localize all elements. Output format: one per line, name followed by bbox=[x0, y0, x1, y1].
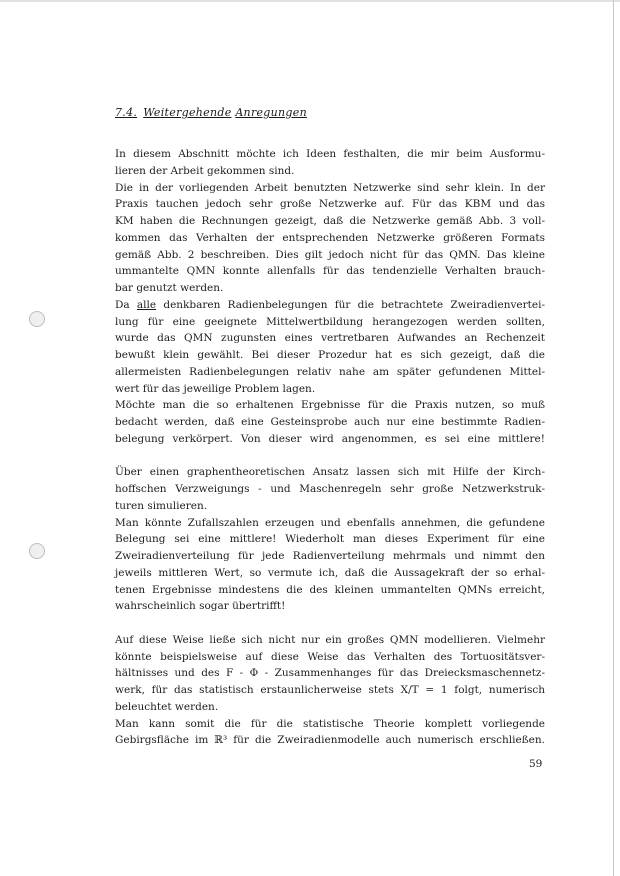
text-line: Praxis tauchen jedoch sehr große Netzwerke auf. Für das KBM und das bbox=[115, 198, 545, 211]
section-title-word1: Weitergehende bbox=[143, 106, 232, 119]
punch-hole-upper bbox=[29, 311, 45, 327]
text-line: Die in der vorliegenden Arbeit benutzten Netzwerke sind sehr klein. In der bbox=[115, 181, 545, 194]
text-line: werk, für das statistisch erstaunlicherweise stets X/T = 1 folgt, numerisch bbox=[115, 684, 545, 696]
punch-hole-lower bbox=[29, 543, 45, 559]
paragraph-gap bbox=[115, 615, 545, 632]
text-line: ummantelte QMN konnte allenfalls für das tendenzielle Verhalten brauch- bbox=[115, 265, 545, 278]
text-fragment: Da bbox=[115, 298, 130, 311]
text-line: Möchte man die so erhaltenen Ergebnisse für die Praxis nutzen, so muß bbox=[115, 399, 545, 412]
text-line: belegung verkörpert. Von dieser wird angenommen, es sei eine mittlere! bbox=[115, 432, 545, 445]
text-line: hältnisses und des F - Φ - Zusammenhanges für das Dreiecksmaschennetz- bbox=[115, 667, 545, 680]
text-line: bedacht werden, daß eine Gesteinsprobe auch nur eine bestimmte Radien- bbox=[115, 416, 545, 428]
text-line: wurde das QMN zugunsten eines vertretbaren Aufwandes an Rechenzeit bbox=[115, 332, 545, 345]
text-line: Man könnte Zufallszahlen erzeugen und ebenfalls annehmen, die gefundene bbox=[115, 516, 545, 529]
text-line: Auf diese Weise ließe sich nicht nur ein großes QMN modellieren. Vielmehr bbox=[115, 633, 545, 646]
text-line: bewußt klein gewählt. Bei dieser Prozedur hat es sich gezeigt, daß die bbox=[115, 349, 545, 361]
text-line: beleuchtet werden. bbox=[115, 700, 219, 713]
text-line: lieren der Arbeit gekommen sind. bbox=[115, 164, 295, 177]
text-line: gemäß Abb. 2 beschreiben. Dies gilt jedoch nicht für das QMN. Das kleine bbox=[115, 248, 545, 261]
body-text bbox=[115, 146, 545, 749]
text-line: lung für eine geeignete Mittelwertbildung herangezogen werden sollten, bbox=[115, 315, 545, 328]
text-line: kommen das Verhalten der entsprechenden Netzwerke größeren Formats bbox=[115, 231, 545, 244]
page-number: 59 bbox=[529, 758, 543, 770]
page-top-edge bbox=[0, 0, 620, 2]
text-fragment: denkbaren Radienbelegungen für die betrachtete Zweiradienvertei- bbox=[163, 298, 546, 311]
text-line: Man kann somit die für die statistische Theorie komplett vorliegende bbox=[115, 717, 545, 730]
text-line: bar genutzt werden. bbox=[115, 282, 224, 294]
text-line: turen simulieren. bbox=[115, 499, 208, 512]
text-line: wahrscheinlich sogar übertrifft! bbox=[115, 600, 286, 613]
text-line: Über einen graphentheoretischen Ansatz lassen sich mit Hilfe der Kirch- bbox=[115, 466, 545, 479]
text-line: KM haben die Rechnungen gezeigt, daß die Netzwerke gemäß Abb. 3 voll- bbox=[115, 215, 545, 227]
text-line: tenen Ergebnisse mindestens die des kleinen ummantelten QMNs erreicht, bbox=[115, 583, 545, 596]
text-line: In diesem Abschnitt möchte ich Ideen festhalten, die mir beim Ausformu- bbox=[115, 148, 545, 160]
text-line: jeweils mittleren Wert, so vermute ich, daß die Aussagekraft der so erhal- bbox=[115, 566, 545, 579]
text-line: Belegung sei eine mittlere! Wiederholt man dieses Experiment für eine bbox=[115, 533, 545, 546]
section-title-word2: Anregungen bbox=[235, 106, 307, 119]
section-number: 7.4. bbox=[115, 106, 138, 119]
paragraph-gap bbox=[115, 448, 545, 465]
text-line: Zweiradienverteilung für jede Radienverteilung mehrmals und nimmt den bbox=[115, 550, 545, 562]
text-line: könnte beispielsweise auf diese Weise das Verhalten des Tortuositätsver- bbox=[115, 650, 545, 663]
text-line-with-underline bbox=[115, 297, 545, 314]
underlined-word: alle bbox=[136, 298, 157, 311]
page-right-edge bbox=[613, 0, 614, 876]
text-line: allermeisten Radienbelegungen relativ nahe am später gefundenen Mittel- bbox=[115, 365, 545, 378]
text-line: Gebirgsfläche im ℝ³ für die Zweiradienmodelle auch numerisch erschließen. bbox=[115, 734, 545, 747]
text-line: wert für das jeweilige Problem lagen. bbox=[115, 382, 316, 395]
section-heading bbox=[115, 106, 307, 119]
text-line: hoffschen Verzweigungs - und Maschenregeln sehr große Netzwerkstruk- bbox=[115, 483, 545, 495]
